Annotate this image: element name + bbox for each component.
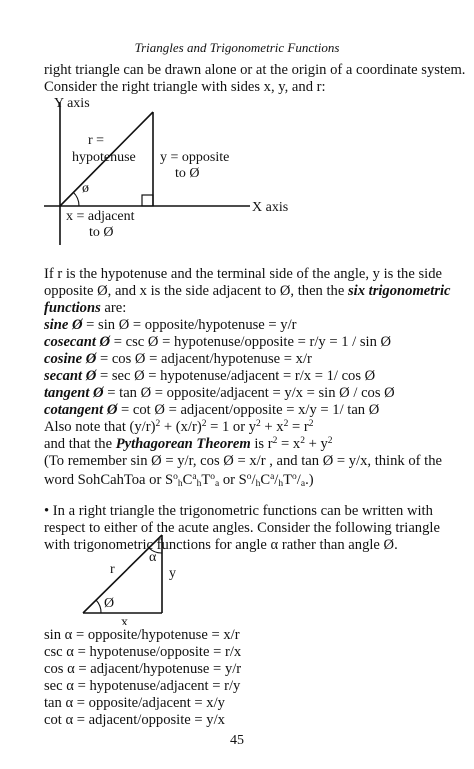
alpha-def-sec: sec α = hypotenuse/adjacent = r/y [44,678,241,694]
x-adjacent-to-label: to Ø [89,225,114,240]
def-secant: secant Ø = sec Ø = hypotenuse/adjacent = r/x = 1/ cos Ø [44,368,376,384]
def-cosine: cosine Ø = cos Ø = adjacent/hypotenuse = x/r [44,351,312,367]
y-opposite-label: y = opposite [160,150,230,165]
para-line-1: If r is the hypotenuse and the terminal side of the angle, y is the side [44,266,442,282]
mnemonic-line-1: (To remember sin Ø = y/r, cos Ø = x/r , and tan Ø = y/x, think of the [44,453,442,469]
def-cosecant: cosecant Ø = csc Ø = hypotenuse/opposite = r/y = 1 / sin Ø [44,334,392,350]
page-number: 45 [230,733,244,748]
right-angle-marker [142,195,153,206]
phi-arc [96,600,101,613]
angle-label: ø [82,181,89,196]
mnemonic-line-2: word SohCahToa or $S^o_hC^a_hT^o_a$ or $S^o/_hC^a/_hT^o/_a$.) [44,472,314,489]
alpha-triangle-figure [0,525,474,625]
bullet-line-1: • In a right triangle the trigonometric functions can be written with [44,503,433,519]
para-line-3: functions are: [44,300,127,316]
pythagorean-line: and that the Pythagorean Theorem is $r^2 = x^2 + y^2$ [44,436,333,452]
six-functions-term: six trigonometric [347,283,451,299]
y-axis-label: Y axis [54,96,90,111]
side-y-label: y [169,566,176,581]
x-adjacent-label: x = adjacent [66,209,135,224]
side-x-label: x [121,615,128,625]
coordinate-triangle-figure [0,90,474,250]
alpha-def-cot: cot α = adjacent/opposite = y/x [44,712,225,728]
phi-label: Ø [104,596,115,611]
hypotenuse-label: hypotenuse [72,150,136,165]
y-opposite-to-label: to Ø [175,166,200,181]
hypotenuse-r-label: r [110,562,115,577]
bullet-line-3: with trigonometric functions for angle α rather than angle Ø. [44,537,398,553]
alpha-def-tan: tan α = opposite/adjacent = x/y [44,695,225,711]
pythagorean-term: Pythagorean Theorem [115,436,251,452]
alpha-def-cos: cos α = adjacent/hypotenuse = y/r [44,661,242,677]
identity-line: Also note that $(y/r)^2 + (x/r)^2 = 1$ or $y^2 + x^2 = r^2$ [44,419,314,435]
def-sine: sine Ø = sin Ø = opposite/hypotenuse = y/r [44,317,297,333]
triangle-hypotenuse [83,535,162,613]
alpha-def-csc: csc α = hypotenuse/opposite = r/x [44,644,242,660]
def-cotangent: cotangent Ø = cot Ø = adjacent/opposite = x/y = 1/ tan Ø [44,402,380,418]
def-tangent: tangent Ø = tan Ø = opposite/adjacent = y/x = sin Ø / cos Ø [44,385,395,401]
alpha-label: α [149,550,157,565]
intro-line-1: right triangle can be drawn alone or at the origin of a coordinate system. [44,62,466,78]
x-axis-label: X axis [252,200,289,215]
bullet-line-2: respect to either of the acute angles. Consider the following triangle [44,520,440,536]
r-label: r = [88,133,105,148]
intro-line-2: Consider the right triangle with sides x, y, and r: [44,79,326,95]
running-header: Triangles and Trigonometric Functions [134,40,340,55]
para-line-2: opposite Ø, and x is the side adjacent to Ø, then the six trigonometric [44,283,451,299]
alpha-def-sin: sin α = opposite/hypotenuse = x/r [44,627,240,643]
angle-arc [73,192,79,206]
